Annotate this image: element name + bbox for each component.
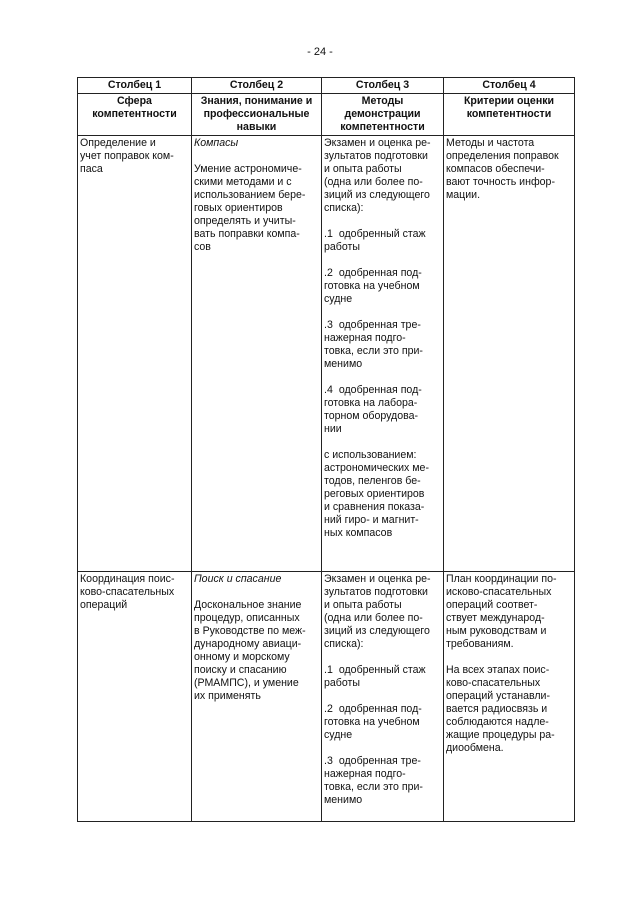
criteria-text: На всех этапах поис- ково-спасательных операций устанавли- вается радиосвязь и соблюдаются надле- жащие процедуры ра- диообмена. bbox=[446, 664, 555, 754]
method-number: .3 bbox=[324, 319, 333, 331]
page-number: - 24 - bbox=[307, 46, 333, 58]
method-text: одобренный стаж работы bbox=[324, 228, 426, 253]
competence-table bbox=[77, 77, 575, 822]
method-number: .3 bbox=[324, 755, 333, 767]
topic-title: Компасы bbox=[194, 137, 239, 149]
competence-text: Определение и учет поправок ком- паса bbox=[80, 137, 174, 175]
criteria-text: Методы и частота определения поправок компасов обеспечи- вают точность инфор- мации. bbox=[446, 137, 559, 201]
criteria-cell bbox=[444, 136, 575, 572]
methods-cell bbox=[322, 572, 444, 822]
column-number-row bbox=[78, 78, 575, 94]
column-number: Столбец 1 bbox=[78, 78, 192, 94]
table-row bbox=[78, 136, 575, 572]
method-item bbox=[324, 755, 441, 807]
methods-note: с использованием: астрономических ме- тодов, пеленгов бе- реговых ориентиров и сравнения показа- ний гиро- и магнит- ных компасов bbox=[324, 449, 429, 539]
column-title: Критерии оценки компетентности bbox=[444, 94, 575, 136]
column-number: Столбец 3 bbox=[322, 78, 444, 94]
method-number: .1 bbox=[324, 664, 333, 676]
methods-cell bbox=[322, 136, 444, 572]
method-number: .4 bbox=[324, 384, 333, 396]
method-number: .2 bbox=[324, 703, 333, 715]
competence-text: Координация поис- ково-спасательных операций bbox=[80, 573, 175, 611]
competence-cell bbox=[78, 136, 192, 572]
method-item bbox=[324, 319, 441, 371]
knowledge-cell bbox=[192, 572, 322, 822]
competence-cell bbox=[78, 572, 192, 822]
column-number: Столбец 2 bbox=[192, 78, 322, 94]
methods-intro: Экзамен и оценка ре- зультатов подготовки и опыта работы (одна или более по- зиций из следующего списка): bbox=[324, 573, 431, 650]
criteria-cell bbox=[444, 572, 575, 822]
column-number: Столбец 4 bbox=[444, 78, 575, 94]
method-text: одобренная под- готовка на лабора- торном оборудова- нии bbox=[324, 384, 422, 435]
method-item bbox=[324, 228, 441, 254]
method-item bbox=[324, 664, 441, 690]
knowledge-cell bbox=[192, 136, 322, 572]
topic-title: Поиск и спасание bbox=[194, 573, 282, 585]
method-number: .2 bbox=[324, 267, 333, 279]
method-text: одобренный стаж работы bbox=[324, 664, 426, 689]
method-text: одобренная под- готовка на учебном судне bbox=[324, 267, 422, 305]
method-number: .1 bbox=[324, 228, 333, 240]
method-item bbox=[324, 703, 441, 742]
method-text: одобренная тре- нажерная подго- товка, если это при- менимо bbox=[324, 755, 423, 806]
method-item bbox=[324, 267, 441, 306]
column-title: Методы демонстрации компетентности bbox=[322, 94, 444, 136]
knowledge-text: Умение астрономиче- скими методами и с использованием бере- говых ориентиров определять и учиты- вать поправки компа- сов bbox=[194, 163, 306, 253]
method-text: одобренная под- готовка на учебном судне bbox=[324, 703, 422, 741]
knowledge-text: Доскональное знание процедур, описанных в Руководстве по меж- дународному авиаци- онному и морскому поиску и спасанию (РМАМПС), и умение их применять bbox=[194, 599, 306, 702]
method-item bbox=[324, 384, 441, 436]
table-row bbox=[78, 572, 575, 822]
methods-intro: Экзамен и оценка ре- зультатов подготовки и опыта работы (одна или более по- зиций из следующего списка): bbox=[324, 137, 431, 214]
criteria-text: План координации по- исково-спасательных операций соответ- ствует международ- ным руководствам и требованиям. bbox=[446, 573, 557, 650]
column-title-row bbox=[78, 94, 575, 136]
column-title: Знания, понимание и профессиональные навыки bbox=[192, 94, 322, 136]
column-title: Сфера компетентности bbox=[78, 94, 192, 136]
method-text: одобренная тре- нажерная подго- товка, если это при- менимо bbox=[324, 319, 423, 370]
